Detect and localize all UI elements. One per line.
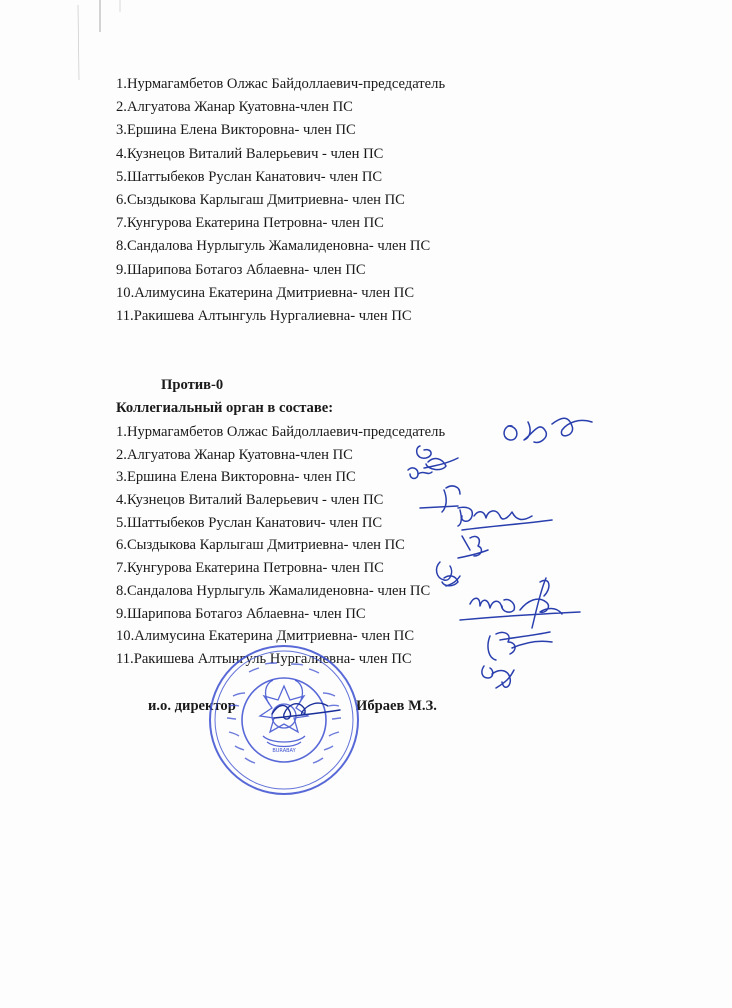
signatory-role: и.о. директор <box>148 698 236 714</box>
signature-6 <box>458 536 488 558</box>
against-count: Против-0 <box>161 377 224 393</box>
list-item: 2.Алгуатова Жанар Куатовна-член ПС <box>116 99 353 116</box>
list-item: 10.Алимусина Екатерина Дмитриевна- член ПС <box>116 284 415 301</box>
list-item: 3.Ершина Елена Викторовна- член ПС <box>116 469 356 486</box>
first-member-list <box>116 73 445 328</box>
second-member-list <box>116 421 445 671</box>
list-item: 6.Сыздыкова Карлыгаш Дмитриевна- член ПС <box>116 537 405 554</box>
list-item: 1.Нурмагамбетов Олжас Байдоллаевич-председатель <box>116 424 446 440</box>
signature-10 <box>488 632 552 660</box>
signature-4 <box>420 486 460 512</box>
list-item: 11.Ракишева Алтынгуль Нургалиевна- член ПС <box>116 307 412 324</box>
signature-2 <box>417 446 458 470</box>
list-item: 1.Нурмагамбетов Олжас Байдоллаевич-председатель <box>116 76 446 92</box>
list-item: 8.Сандалова Нурлыгуль Жамалиденовна- член ПС <box>116 582 431 599</box>
list-item: 11.Ракишева Алтынгуль Нургалиевна- член ПС <box>116 650 412 667</box>
member-signatures <box>400 398 620 698</box>
list-item: 6.Сыздыкова Карлыгаш Дмитриевна- член ПС <box>116 191 405 208</box>
list-item: 5.Шаттыбеков Руслан Канатович- член ПС <box>116 514 383 531</box>
signatory-name: Ибраев М.З. <box>356 698 437 714</box>
collegial-body-title: Коллегиальный орган в составе: <box>116 400 334 416</box>
signature-3 <box>408 468 432 479</box>
signature-11 <box>482 666 514 688</box>
list-item: 8.Сандалова Нурлыгуль Жамалиденовна- член ПС <box>116 238 431 255</box>
signature-5 <box>458 507 552 530</box>
signature-1 <box>504 418 592 442</box>
stamp-center-text: BURABAY <box>272 748 296 754</box>
list-item: 3.Ершина Елена Викторовна- член ПС <box>116 122 356 139</box>
list-item: 4.Кузнецов Виталий Валерьевич - член ПС <box>116 492 384 509</box>
list-item: 7.Кунгурова Екатерина Петровна- член ПС <box>116 560 384 577</box>
list-item: 5.Шаттыбеков Руслан Канатович- член ПС <box>116 168 383 185</box>
signature-7 <box>437 562 460 586</box>
list-item: 9.Шарипова Ботагоз Аблаевна- член ПС <box>116 261 366 278</box>
list-item: 4.Кузнецов Виталий Валерьевич - член ПС <box>116 145 384 162</box>
list-item: 9.Шарипова Ботагоз Аблаевна- член ПС <box>116 605 366 622</box>
signature-9 <box>460 598 580 620</box>
director-signature <box>262 690 352 726</box>
list-item: 2.Алгуатова Жанар Куатовна-член ПС <box>116 446 353 463</box>
list-item: 7.Кунгурова Екатерина Петровна- член ПС <box>116 215 384 232</box>
list-item: 10.Алимусина Екатерина Дмитриевна- член ПС <box>116 628 415 645</box>
scan-artifact-lines <box>0 0 732 80</box>
